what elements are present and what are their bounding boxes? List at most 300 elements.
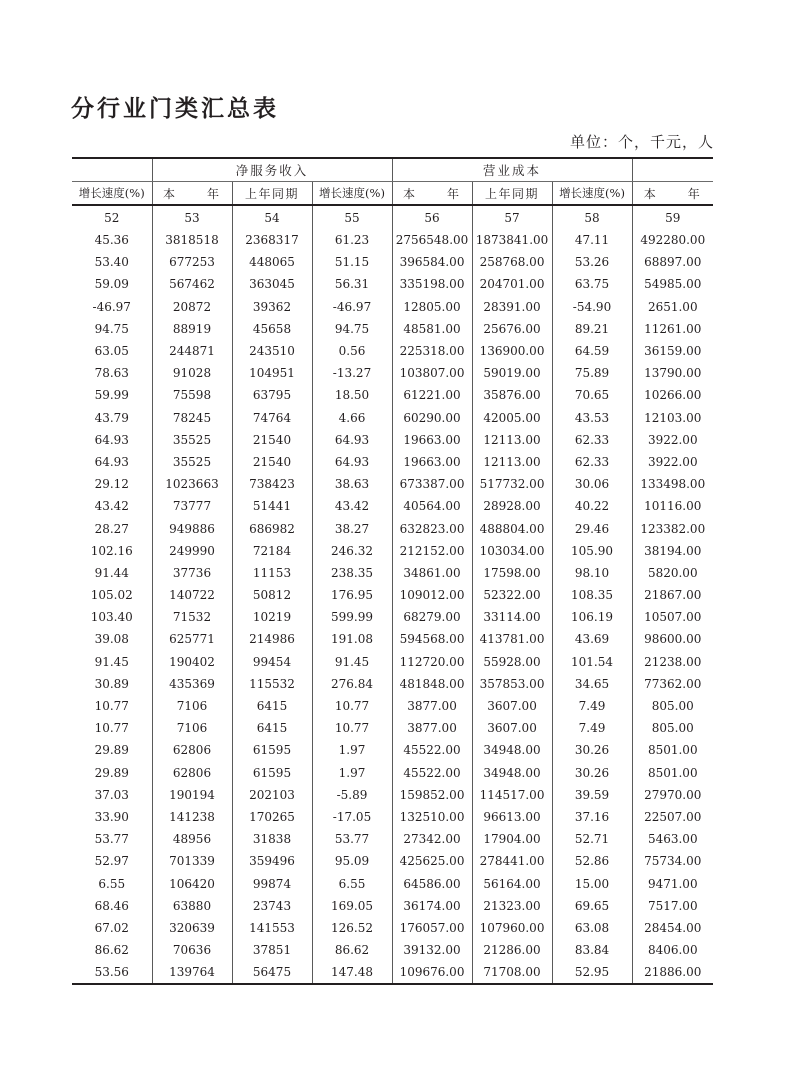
table-row xyxy=(72,917,713,939)
table-cell: 68897.00 xyxy=(632,251,713,273)
column-header: 上年同期 xyxy=(472,182,552,206)
table-cell: 11261.00 xyxy=(632,318,713,340)
table-cell: 37.16 xyxy=(552,806,632,828)
table-cell: 52.95 xyxy=(552,961,632,984)
table-cell: 68.46 xyxy=(94,898,129,913)
table-cell: 23743 xyxy=(232,895,312,917)
table-cell: 357853.00 xyxy=(472,673,552,695)
table-cell: -13.27 xyxy=(312,362,392,384)
table-cell: 31838 xyxy=(232,828,312,850)
table-cell: 413781.00 xyxy=(472,628,552,650)
table-row xyxy=(72,362,713,384)
table-row xyxy=(72,606,713,628)
table-cell: 3877.00 xyxy=(392,717,472,739)
table-cell: 202103 xyxy=(232,784,312,806)
table-cell: 45.36 xyxy=(94,233,129,248)
table-cell: 35876.00 xyxy=(472,384,552,406)
table-cell: 114517.00 xyxy=(472,784,552,806)
table-row xyxy=(72,784,713,806)
table-cell: 169.05 xyxy=(312,895,392,917)
table-cell: 701339 xyxy=(152,850,232,872)
table-cell: 632823.00 xyxy=(392,517,472,539)
table-cell: 12113.00 xyxy=(472,451,552,473)
table-cell: 141238 xyxy=(152,806,232,828)
table-cell: 6415 xyxy=(232,695,312,717)
table-cell: 28454.00 xyxy=(632,917,713,939)
table-row xyxy=(72,296,713,318)
table-row xyxy=(72,584,713,606)
table-cell: 17904.00 xyxy=(472,828,552,850)
table-cell: 63880 xyxy=(152,895,232,917)
table-cell: 45522.00 xyxy=(392,739,472,761)
table-cell: 78.63 xyxy=(94,366,129,381)
industry-summary-table xyxy=(72,157,713,985)
table-cell: 51441 xyxy=(232,495,312,517)
table-cell: 225318.00 xyxy=(392,340,472,362)
table-cell: 70636 xyxy=(152,939,232,961)
table-cell: 29.89 xyxy=(94,765,129,780)
table-cell: 59019.00 xyxy=(472,362,552,384)
table-row xyxy=(72,429,713,451)
table-cell: 61.23 xyxy=(312,229,392,251)
table-cell: 68279.00 xyxy=(392,606,472,628)
table-cell: 214986 xyxy=(232,628,312,650)
table-cell: 38.27 xyxy=(312,517,392,539)
table-cell: 126.52 xyxy=(312,917,392,939)
table-cell: 246.32 xyxy=(312,540,392,562)
table-cell: 39.59 xyxy=(552,784,632,806)
table-cell: 67.02 xyxy=(94,920,129,935)
table-cell: 88919 xyxy=(152,318,232,340)
table-cell: 10507.00 xyxy=(632,606,713,628)
table-row xyxy=(72,739,713,761)
table-cell: 102.16 xyxy=(90,543,133,558)
table-cell: 1.97 xyxy=(312,739,392,761)
table-cell: 53.26 xyxy=(552,251,632,273)
table-cell: 62.33 xyxy=(552,429,632,451)
table-cell: 6.55 xyxy=(312,872,392,894)
table-row xyxy=(72,695,713,717)
table-cell: 62806 xyxy=(152,739,232,761)
table-cell: 53.77 xyxy=(312,828,392,850)
table-cell: 2651.00 xyxy=(632,296,713,318)
column-header: 上年同期 xyxy=(232,182,312,206)
table-cell: 139764 xyxy=(152,961,232,984)
table-row xyxy=(72,517,713,539)
table-cell: 59.99 xyxy=(94,388,129,403)
table-cell: 517732.00 xyxy=(472,473,552,495)
unit-label: 单位：个，千元，人 xyxy=(569,133,714,151)
table-cell: 86.62 xyxy=(94,943,129,958)
table-cell: 103034.00 xyxy=(472,540,552,562)
table-cell: 18.50 xyxy=(312,384,392,406)
table-cell: 62.33 xyxy=(552,451,632,473)
table-cell: 21886.00 xyxy=(632,961,713,984)
table-cell: 33114.00 xyxy=(472,606,552,628)
table-cell: 190194 xyxy=(152,784,232,806)
table-cell: 99874 xyxy=(232,872,312,894)
table-cell: 64586.00 xyxy=(392,872,472,894)
table-cell: 1023663 xyxy=(152,473,232,495)
table-row xyxy=(72,473,713,495)
table-cell: 21867.00 xyxy=(632,584,713,606)
table-cell: 20872 xyxy=(152,296,232,318)
table-cell: 176057.00 xyxy=(392,917,472,939)
table-cell: 106.19 xyxy=(552,606,632,628)
table-cell: 3607.00 xyxy=(472,695,552,717)
table-cell: 112720.00 xyxy=(392,651,472,673)
table-cell: 7106 xyxy=(152,695,232,717)
column-number: 54 xyxy=(232,205,312,229)
table-cell: 176.95 xyxy=(312,584,392,606)
table-row xyxy=(72,451,713,473)
table-cell: 36174.00 xyxy=(392,895,472,917)
table-row xyxy=(72,628,713,650)
table-row xyxy=(72,384,713,406)
table-cell: 133498.00 xyxy=(632,473,713,495)
table-cell: 599.99 xyxy=(312,606,392,628)
table-cell: 63.75 xyxy=(552,273,632,295)
table-cell: 244871 xyxy=(152,340,232,362)
table-row xyxy=(72,251,713,273)
table-cell: 9471.00 xyxy=(632,872,713,894)
table-cell: 258768.00 xyxy=(472,251,552,273)
page-title: 分行业门类汇总表 xyxy=(71,95,279,122)
table-cell: 91028 xyxy=(152,362,232,384)
table-cell: 103.40 xyxy=(90,610,133,625)
table-cell: 359496 xyxy=(232,850,312,872)
table-cell: 75598 xyxy=(152,384,232,406)
table-cell: 6.55 xyxy=(98,876,126,891)
table-cell: 30.89 xyxy=(94,676,129,691)
table-row xyxy=(72,340,713,362)
table-cell: 320639 xyxy=(152,917,232,939)
table-row xyxy=(72,407,713,429)
table-cell: 1.97 xyxy=(312,762,392,784)
table-cell: 43.69 xyxy=(552,628,632,650)
table-row xyxy=(72,318,713,340)
table-cell: 212152.00 xyxy=(392,540,472,562)
table-cell: 64.59 xyxy=(552,340,632,362)
group-header-prev xyxy=(72,158,152,182)
table-cell: 45522.00 xyxy=(392,762,472,784)
table-cell: 278441.00 xyxy=(472,850,552,872)
column-header: 增长速度(%) xyxy=(72,182,152,206)
table-row xyxy=(72,495,713,517)
table-cell: 51.15 xyxy=(312,251,392,273)
table-row xyxy=(72,717,713,739)
table-cell: 43.42 xyxy=(312,495,392,517)
table-cell: 38194.00 xyxy=(632,540,713,562)
table-cell: 55928.00 xyxy=(472,651,552,673)
table-cell: 105.90 xyxy=(552,540,632,562)
table-cell: 64.93 xyxy=(312,429,392,451)
table-cell: 99454 xyxy=(232,651,312,673)
table-cell: 13790.00 xyxy=(632,362,713,384)
group-header-operating-cost: 营业成本 xyxy=(392,158,632,182)
table-cell: 21323.00 xyxy=(472,895,552,917)
table-cell: 567462 xyxy=(152,273,232,295)
table-row xyxy=(72,806,713,828)
table-cell: 481848.00 xyxy=(392,673,472,695)
table-cell: 53.77 xyxy=(94,832,129,847)
table-cell: 91.45 xyxy=(94,654,129,669)
table-cell: 43.42 xyxy=(94,499,129,514)
column-number: 55 xyxy=(312,205,392,229)
table-cell: 106420 xyxy=(152,872,232,894)
table-cell: 98.10 xyxy=(552,562,632,584)
group-header-net-service-income: 净服务收入 xyxy=(152,158,392,182)
table-cell: 35525 xyxy=(152,429,232,451)
table-row xyxy=(72,273,713,295)
table-cell: 147.48 xyxy=(312,961,392,984)
table-cell: 43.79 xyxy=(94,410,129,425)
table-cell: 56475 xyxy=(232,961,312,984)
table-cell: 71708.00 xyxy=(472,961,552,984)
table-cell: 103807.00 xyxy=(392,362,472,384)
column-number: 56 xyxy=(392,205,472,229)
table-cell: 63795 xyxy=(232,384,312,406)
table-cell: 69.65 xyxy=(552,895,632,917)
column-header: 本 年 xyxy=(392,182,472,206)
table-cell: 686982 xyxy=(232,517,312,539)
table-cell: 1873841.00 xyxy=(472,229,552,251)
table-cell: 53.56 xyxy=(72,961,152,984)
table-cell: 190402 xyxy=(152,651,232,673)
table-cell: 71532 xyxy=(152,606,232,628)
table-cell: 7.49 xyxy=(552,695,632,717)
table-cell: -5.89 xyxy=(312,784,392,806)
table-cell: 70.65 xyxy=(552,384,632,406)
table-cell: 52.71 xyxy=(552,828,632,850)
table-cell: 30.26 xyxy=(552,739,632,761)
table-cell: 11153 xyxy=(232,562,312,584)
table-cell: -46.97 xyxy=(92,299,131,314)
table-cell: 0.56 xyxy=(312,340,392,362)
table-cell: 27342.00 xyxy=(392,828,472,850)
table-cell: 94.75 xyxy=(94,321,129,336)
table-cell: 22507.00 xyxy=(632,806,713,828)
table-cell: 61221.00 xyxy=(392,384,472,406)
table-cell: 10116.00 xyxy=(632,495,713,517)
table-cell: 37736 xyxy=(152,562,232,584)
table-cell: 335198.00 xyxy=(392,273,472,295)
header-group-row xyxy=(72,158,713,182)
table-cell: 191.08 xyxy=(312,628,392,650)
column-number: 58 xyxy=(552,205,632,229)
table-cell: 45658 xyxy=(232,318,312,340)
table-cell: 48956 xyxy=(152,828,232,850)
table-cell: 56.31 xyxy=(312,273,392,295)
table-cell: 21540 xyxy=(232,429,312,451)
column-header: 本 年 xyxy=(152,182,232,206)
table-cell: 10.77 xyxy=(94,699,129,714)
table-cell: 492280.00 xyxy=(632,229,713,251)
table-row xyxy=(72,540,713,562)
table-cell: 28391.00 xyxy=(472,296,552,318)
table-cell: 61595 xyxy=(232,762,312,784)
table-cell: 74764 xyxy=(232,407,312,429)
table-cell: 21238.00 xyxy=(632,651,713,673)
table-cell: 64.93 xyxy=(94,432,129,447)
table-cell: 738423 xyxy=(232,473,312,495)
table-row xyxy=(72,850,713,872)
table-cell: 132510.00 xyxy=(392,806,472,828)
table-cell: 276.84 xyxy=(312,673,392,695)
table-cell: 86.62 xyxy=(312,939,392,961)
table-row xyxy=(72,651,713,673)
table-cell: 488804.00 xyxy=(472,517,552,539)
table-cell: 108.35 xyxy=(552,584,632,606)
table-cell: 61595 xyxy=(232,739,312,761)
table-cell: 53.40 xyxy=(94,255,129,270)
table-cell: 40.22 xyxy=(552,495,632,517)
table-cell: -46.97 xyxy=(312,296,392,318)
table-cell: 75.89 xyxy=(552,362,632,384)
table-cell: 10.77 xyxy=(312,695,392,717)
table-cell: 7517.00 xyxy=(632,895,713,917)
table-row xyxy=(72,828,713,850)
table-cell: 59.09 xyxy=(94,277,129,292)
table-cell: 30.06 xyxy=(552,473,632,495)
table-cell: 101.54 xyxy=(552,651,632,673)
table-cell: 19663.00 xyxy=(392,429,472,451)
table-cell: 91.45 xyxy=(312,651,392,673)
table-cell: 48581.00 xyxy=(392,318,472,340)
table-cell: 363045 xyxy=(232,273,312,295)
table-cell: 5463.00 xyxy=(632,828,713,850)
table-cell: 10.77 xyxy=(312,717,392,739)
table-cell: 28.27 xyxy=(94,521,129,536)
table-row xyxy=(72,673,713,695)
table-cell: 15.00 xyxy=(552,872,632,894)
table-row xyxy=(72,872,713,894)
table-cell: 60290.00 xyxy=(392,407,472,429)
table-cell: 83.84 xyxy=(552,939,632,961)
table-cell: 35525 xyxy=(152,451,232,473)
table-cell: 109676.00 xyxy=(392,961,472,984)
table-cell: 29.12 xyxy=(94,477,129,492)
table-cell: -54.90 xyxy=(552,296,632,318)
column-header: 增长速度(%) xyxy=(312,182,392,206)
column-number: 52 xyxy=(104,210,120,225)
table-cell: 425625.00 xyxy=(392,850,472,872)
column-header: 本 年 xyxy=(632,182,713,206)
table-row xyxy=(72,762,713,784)
table-cell: 2756548.00 xyxy=(392,229,472,251)
table-cell: 12805.00 xyxy=(392,296,472,318)
table-cell: 37851 xyxy=(232,939,312,961)
table-cell: 39132.00 xyxy=(392,939,472,961)
table-cell: 141553 xyxy=(232,917,312,939)
table-cell: 64.93 xyxy=(94,454,129,469)
table-cell: 50812 xyxy=(232,584,312,606)
table-cell: 238.35 xyxy=(312,562,392,584)
table-cell: 39.08 xyxy=(94,632,129,647)
table-cell: 42005.00 xyxy=(472,407,552,429)
table-row xyxy=(72,895,713,917)
table-cell: 37.03 xyxy=(94,787,129,802)
column-header: 增长速度(%) xyxy=(552,182,632,206)
table-cell: 34948.00 xyxy=(472,739,552,761)
table-cell: 96613.00 xyxy=(472,806,552,828)
table-cell: 7106 xyxy=(152,717,232,739)
table-cell: 8501.00 xyxy=(632,762,713,784)
table-cell: 7.49 xyxy=(552,717,632,739)
table-cell: 39362 xyxy=(232,296,312,318)
column-number: 59 xyxy=(632,205,713,229)
table-cell: 47.11 xyxy=(552,229,632,251)
group-header-next xyxy=(632,158,713,182)
column-number: 57 xyxy=(472,205,552,229)
column-number: 53 xyxy=(152,205,232,229)
table-cell: 3922.00 xyxy=(632,451,713,473)
table-cell: 4.66 xyxy=(312,407,392,429)
table-cell: 72184 xyxy=(232,540,312,562)
table-cell: 435369 xyxy=(152,673,232,695)
table-cell: 625771 xyxy=(152,628,232,650)
table-cell: 17598.00 xyxy=(472,562,552,584)
table-row xyxy=(72,939,713,961)
table-cell: 75734.00 xyxy=(632,850,713,872)
table-cell: 54985.00 xyxy=(632,273,713,295)
table-cell: 63.05 xyxy=(94,344,129,359)
table-cell: 8406.00 xyxy=(632,939,713,961)
column-number-row xyxy=(72,205,713,229)
table-cell: 63.08 xyxy=(552,917,632,939)
table-cell: 243510 xyxy=(232,340,312,362)
table-cell: 33.90 xyxy=(94,809,129,824)
table-cell: 10219 xyxy=(232,606,312,628)
table-cell: 123382.00 xyxy=(632,517,713,539)
table-cell: 34948.00 xyxy=(472,762,552,784)
table-cell: 594568.00 xyxy=(392,628,472,650)
table-cell: 136900.00 xyxy=(472,340,552,362)
table-cell: 52.86 xyxy=(552,850,632,872)
table-cell: 6415 xyxy=(232,717,312,739)
table-cell: 95.09 xyxy=(312,850,392,872)
table-cell: 34.65 xyxy=(552,673,632,695)
table-cell: 19663.00 xyxy=(392,451,472,473)
table-cell: 78245 xyxy=(152,407,232,429)
table-cell: 40564.00 xyxy=(392,495,472,517)
table-cell: 3607.00 xyxy=(472,717,552,739)
table-cell: 21540 xyxy=(232,451,312,473)
table-cell: -17.05 xyxy=(312,806,392,828)
table-cell: 91.44 xyxy=(94,565,129,580)
table-cell: 140722 xyxy=(152,584,232,606)
table-cell: 43.53 xyxy=(552,407,632,429)
table-cell: 10266.00 xyxy=(632,384,713,406)
table-cell: 5820.00 xyxy=(632,562,713,584)
table-cell: 34861.00 xyxy=(392,562,472,584)
table-cell: 21286.00 xyxy=(472,939,552,961)
table-cell: 3818518 xyxy=(152,229,232,251)
table-cell: 805.00 xyxy=(632,717,713,739)
table-cell: 64.93 xyxy=(312,451,392,473)
table-cell: 109012.00 xyxy=(392,584,472,606)
table-cell: 170265 xyxy=(232,806,312,828)
table-cell: 104951 xyxy=(232,362,312,384)
table-cell: 12113.00 xyxy=(472,429,552,451)
table-cell: 3877.00 xyxy=(392,695,472,717)
table-cell: 249990 xyxy=(152,540,232,562)
table-cell: 204701.00 xyxy=(472,273,552,295)
table-cell: 98600.00 xyxy=(632,628,713,650)
table-cell: 107960.00 xyxy=(472,917,552,939)
table-row xyxy=(72,229,713,251)
table-cell: 94.75 xyxy=(312,318,392,340)
